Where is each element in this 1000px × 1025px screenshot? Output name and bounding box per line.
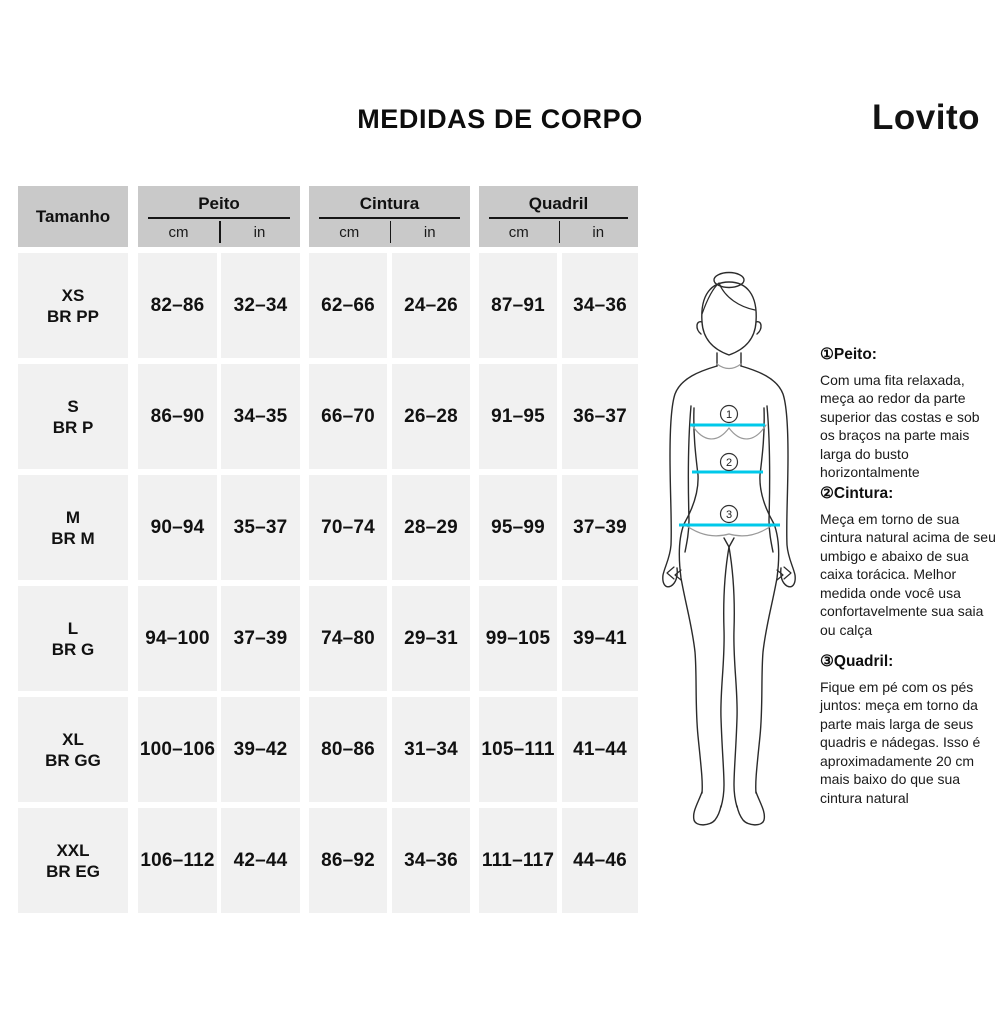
unit-divider	[219, 221, 221, 243]
size-table	[18, 186, 640, 913]
circled-number-2: ②	[820, 485, 834, 502]
value-cell: 106–112	[138, 808, 217, 913]
value-cell: 86–90	[138, 364, 217, 469]
column-group-quadril	[479, 186, 638, 247]
column-group-cintura	[309, 186, 470, 247]
column-header-tamanho: Tamanho	[18, 186, 128, 247]
table-row-s	[18, 364, 640, 469]
unit-divider	[390, 221, 392, 243]
value-cell: 24–26	[392, 253, 470, 358]
size-code: XXL	[56, 840, 90, 860]
value-cell: 95–99	[479, 475, 557, 580]
table-row-l	[18, 586, 640, 691]
lovito-logo: Lovito	[872, 98, 980, 137]
group-label-peito: Peito	[198, 194, 240, 213]
unit-in: in	[253, 224, 266, 242]
instruction-cintura	[820, 484, 998, 639]
value-cell: 105–111	[479, 697, 557, 802]
unit-subheader	[138, 219, 300, 248]
value-cell: 99–105	[479, 586, 557, 691]
size-br-code: BR G	[51, 639, 95, 659]
table-row-xxl	[18, 808, 640, 913]
size-br-code: BR PP	[47, 306, 99, 326]
value-cell: 82–86	[138, 253, 217, 358]
size-label-cell	[18, 253, 128, 358]
svg-text:1: 1	[725, 409, 733, 421]
waist-measure-label	[721, 454, 738, 471]
value-cell: 66–70	[309, 364, 387, 469]
chest-measure-label	[721, 406, 738, 423]
value-cell: 87–91	[479, 253, 557, 358]
value-cell: 62–66	[309, 253, 387, 358]
size-br-code: BR P	[52, 417, 94, 437]
instruction-text: Com uma fita relaxada, meça ao redor da parte superior das costas e sob os braços na parte mais larga do busto horizontalmente	[820, 372, 980, 481]
unit-cm: cm	[168, 224, 189, 242]
size-label-cell	[18, 364, 128, 469]
unit-in: in	[592, 224, 605, 242]
value-cell: 70–74	[309, 475, 387, 580]
table-row-m	[18, 475, 640, 580]
value-cell: 34–36	[392, 808, 470, 913]
instruction-title: Peito:	[833, 346, 877, 363]
table-header-row	[18, 186, 640, 247]
group-label-quadril: Quadril	[528, 194, 589, 213]
body-figure-illustration	[645, 270, 815, 835]
value-cell: 29–31	[392, 586, 470, 691]
value-cell: 100–106	[138, 697, 217, 802]
value-cell: 94–100	[138, 586, 217, 691]
value-cell: 80–86	[309, 697, 387, 802]
unit-cm: cm	[508, 224, 529, 242]
table-row-xl	[18, 697, 640, 802]
instruction-text: Fique em pé com os pés juntos: meça em torno da parte mais larga de seus quadris e nádegas. Isso é aproximadamente 20 cm mais baixo do que sua cintura natural	[820, 679, 981, 806]
size-label-cell	[18, 475, 128, 580]
svg-text:3: 3	[725, 509, 733, 521]
value-cell: 42–44	[221, 808, 300, 913]
instruction-text: Meça em torno de sua cintura natural acima de seu umbigo e abaixo de sua caixa torácica. Melhor medida onde você usa confortavelmente sua saia ou calça	[820, 511, 996, 638]
size-br-code: BR EG	[46, 861, 100, 881]
value-cell: 35–37	[221, 475, 300, 580]
unit-in: in	[423, 224, 436, 242]
value-cell: 34–35	[221, 364, 300, 469]
value-cell: 28–29	[392, 475, 470, 580]
value-cell: 39–42	[221, 697, 300, 802]
value-cell: 37–39	[562, 475, 638, 580]
size-code: S	[67, 396, 79, 416]
value-cell: 91–95	[479, 364, 557, 469]
instruction-heading	[820, 652, 998, 671]
unit-cm: cm	[339, 224, 360, 242]
size-br-code: BR M	[51, 528, 95, 548]
size-code: L	[67, 618, 79, 638]
svg-text:2: 2	[725, 457, 733, 469]
size-label-cell	[18, 808, 128, 913]
value-cell: 34–36	[562, 253, 638, 358]
size-code: XS	[61, 285, 85, 305]
value-cell: 90–94	[138, 475, 217, 580]
hair-bun	[714, 273, 744, 288]
size-label-cell	[18, 697, 128, 802]
value-cell: 111–117	[479, 808, 557, 913]
hip-measure-label	[721, 506, 738, 523]
instruction-peito	[820, 345, 998, 482]
value-cell: 32–34	[221, 253, 300, 358]
value-cell: 26–28	[392, 364, 470, 469]
size-label-cell	[18, 586, 128, 691]
body-diagram	[645, 270, 815, 835]
value-cell: 44–46	[562, 808, 638, 913]
instruction-heading	[820, 345, 998, 364]
instruction-title: Cintura:	[833, 485, 894, 502]
size-code: M	[65, 507, 81, 527]
size-br-code: BR GG	[45, 750, 101, 770]
instruction-heading	[820, 484, 998, 503]
unit-divider	[559, 221, 561, 243]
instruction-quadril	[820, 652, 998, 807]
page-title: MEDIDAS DE CORPO	[357, 104, 643, 134]
unit-subheader	[479, 219, 638, 248]
value-cell: 36–37	[562, 364, 638, 469]
size-code: XL	[62, 729, 84, 749]
value-cell: 41–44	[562, 697, 638, 802]
value-cell: 74–80	[309, 586, 387, 691]
instruction-title: Quadril:	[833, 653, 894, 670]
value-cell: 31–34	[392, 697, 470, 802]
circled-number-1: ①	[820, 346, 834, 363]
unit-subheader	[309, 219, 470, 248]
value-cell: 37–39	[221, 586, 300, 691]
circled-number-3: ③	[820, 653, 834, 670]
table-row-xs	[18, 253, 640, 358]
column-group-peito	[138, 186, 300, 247]
group-label-cintura: Cintura	[359, 194, 420, 213]
value-cell: 86–92	[309, 808, 387, 913]
value-cell: 39–41	[562, 586, 638, 691]
